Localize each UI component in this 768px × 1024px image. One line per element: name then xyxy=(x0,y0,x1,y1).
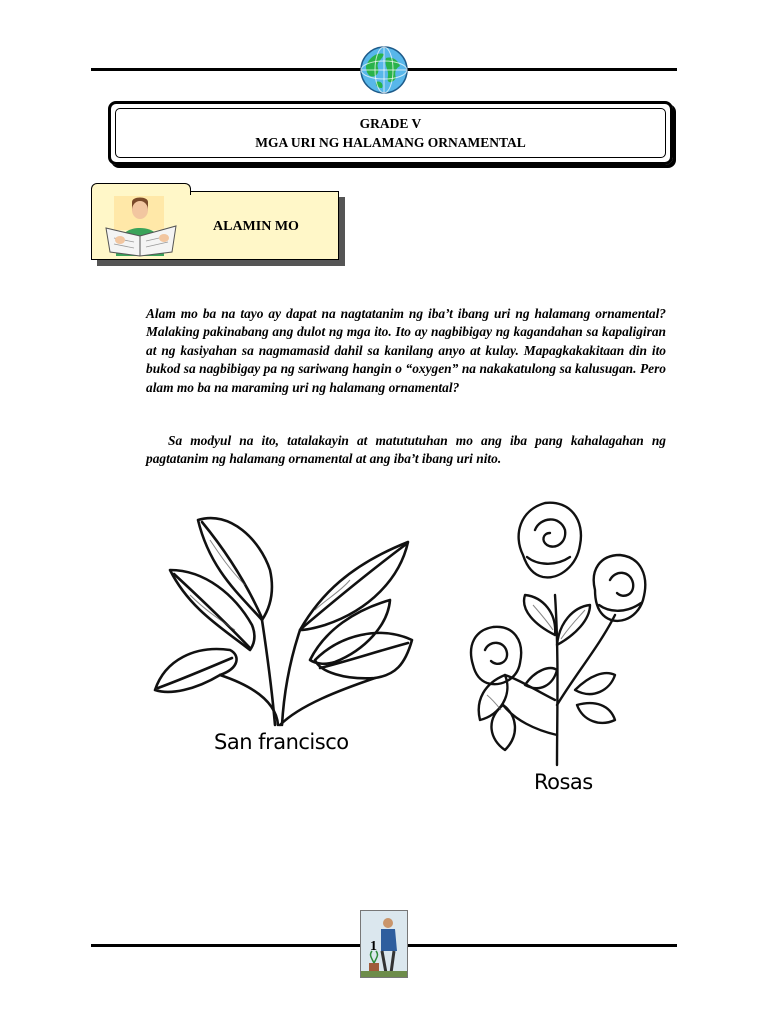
globe-icon xyxy=(358,44,410,96)
intro-paragraph: Alam mo ba na tayo ay dapat na nagtatanim ng iba’t ibang uri ng halamang ornamental? Malaking pakinabang ang dulot ng mga ito. Ito ay nagbibigay ng kagandahan sa kapaligiran at ng kasiyahan sa nagmamasid dahil sa kanilang anyo at kulay. Mapagkakakitaan din ito bukod sa nagbibigay pa ng sariwang hangin o “oxygen” na nakakatulong sa kalusugan. Pero alam mo ba na maraming uri ng halamang ornamental? xyxy=(146,306,666,395)
san-francisco-label: San francisco xyxy=(214,730,349,754)
rosas-label: Rosas xyxy=(534,770,593,794)
module-paragraph: Sa modyul na ito, tatalakayin at matututuhan mo ang iba pang kahalagahan ng pagtatanim ng halamang ornamental at ang iba’t ibang uri nito. xyxy=(146,433,666,467)
section-label: ALAMIN MO xyxy=(213,219,299,234)
gardener-icon xyxy=(360,910,408,978)
title-box xyxy=(108,101,673,165)
header-rule-right xyxy=(407,68,677,71)
footer-rule-left xyxy=(91,944,361,947)
page-number: 1 xyxy=(370,939,377,954)
rosas-plant-illustration xyxy=(465,495,660,770)
header-rule-left xyxy=(91,68,361,71)
grade-label: GRADE V xyxy=(359,116,422,131)
reader-icon xyxy=(102,194,180,258)
title-inner xyxy=(115,108,666,158)
module-title: MGA URI NG HALAMANG ORNAMENTAL xyxy=(255,135,526,150)
footer-rule-right xyxy=(407,944,677,947)
san-francisco-plant-illustration xyxy=(150,500,420,730)
